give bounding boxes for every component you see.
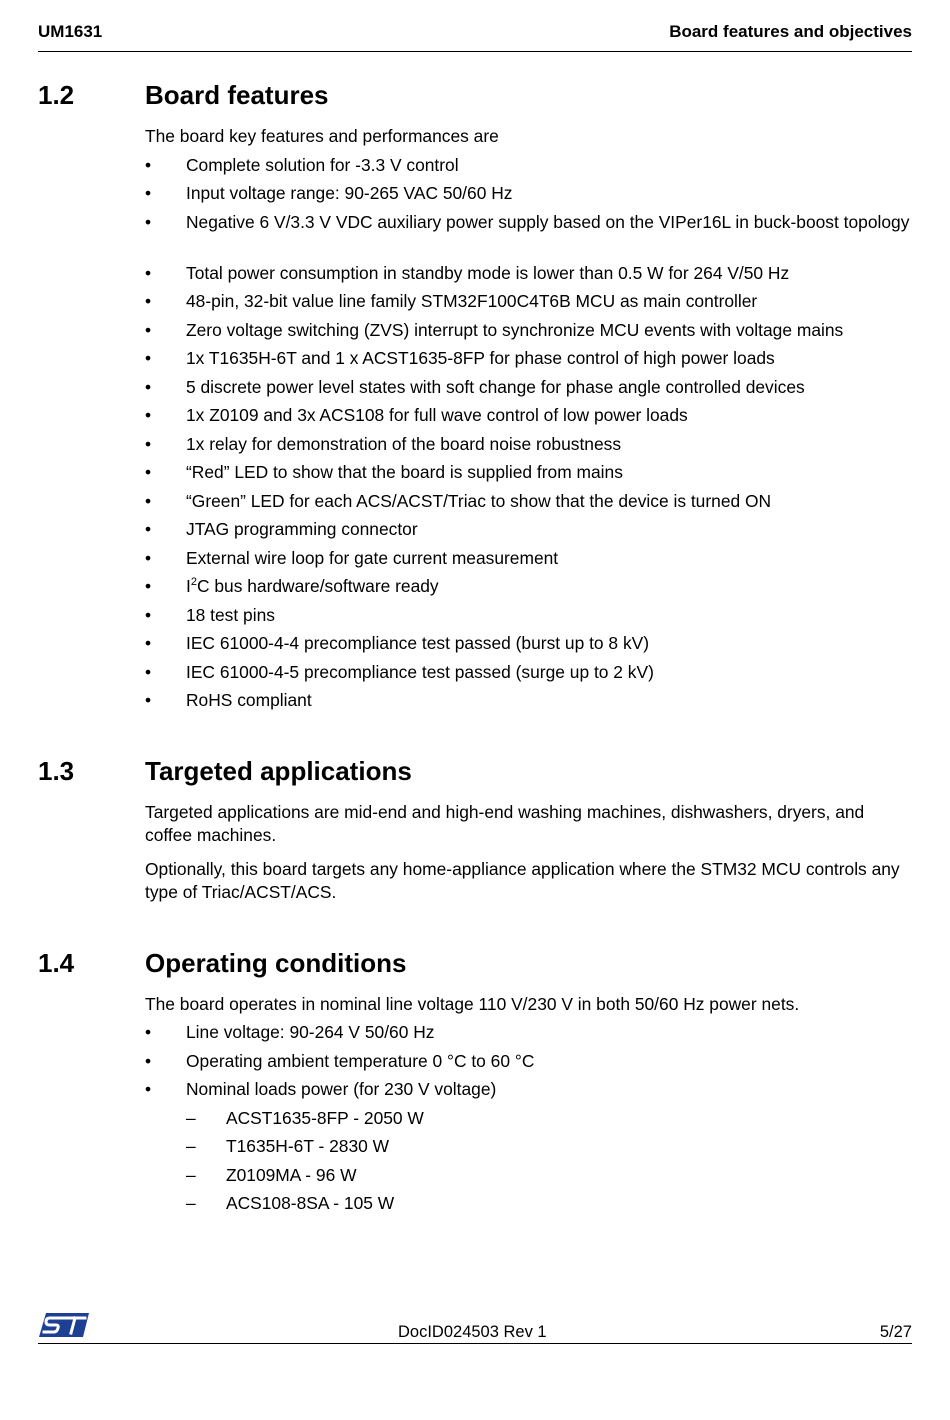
dash-glyph: – [186,1136,196,1156]
section-1-3-para-2: Optionally, this board targets any home-appliance application where the STM32 MCU controls any type of Triac/ACST/ACS. [145,859,900,902]
list-item [145,404,915,427]
section-title: Targeted applications [145,756,412,786]
list-item [145,689,915,712]
list-item [145,1078,915,1101]
list-item [145,632,915,655]
section-title: Operating conditions [145,948,407,978]
i2c-superscript: 2 [190,576,197,589]
list-item [145,547,915,570]
section-number: 1.3 [38,756,75,786]
list-item-text: Total power consumption in standby mode is lower than 0.5 W for 264 V/50 Hz [186,263,790,283]
list-item [145,1050,915,1073]
bullet-glyph: • [145,377,152,397]
list-item-text: Operating ambient temperature 0 °C to 60 °C [186,1051,535,1071]
sub-list-item [186,1164,906,1187]
bullet-glyph: • [145,1051,152,1071]
list-item-text: Complete solution for -3.3 V control [186,155,459,175]
bullet-glyph: • [145,183,152,203]
list-item [145,376,915,399]
bullet-glyph: • [145,434,152,454]
list-item-text: External wire loop for gate current measurement [186,548,559,568]
dash-glyph: – [186,1193,196,1213]
bullet-glyph: • [145,690,152,710]
list-item [145,604,915,627]
bullet-glyph: • [145,548,152,568]
list-item-text: Input voltage range: 90-265 VAC 50/60 Hz [186,183,513,203]
list-item-text: 1x T1635H-6T and 1 x ACST1635-8FP for phase control of high power loads [186,348,775,368]
list-item [145,433,915,456]
page-header [38,22,912,44]
list-item [145,182,915,205]
sub-list-item [186,1135,906,1158]
bullet-glyph: • [145,662,152,682]
bullet-glyph: • [145,633,152,653]
list-item [145,290,915,313]
header-section-name: Board features and objectives [669,22,912,41]
list-item-text: “Red” LED to show that the board is supplied from mains [186,462,623,482]
list-item [145,262,915,285]
list-item [145,154,915,177]
section-1-2-intro: The board key features and performances are [145,126,499,146]
bullet-glyph: • [145,1022,152,1042]
i2c-letter: I [186,576,191,596]
section-number: 1.4 [38,948,75,978]
doc-code: UM1631 [38,22,103,41]
list-item-text: 18 test pins [186,605,275,625]
bullet-glyph: • [145,291,152,311]
bullet-glyph: • [145,212,152,232]
list-item [145,490,915,513]
list-item-text: 1x relay for demonstration of the board noise robustness [186,434,622,454]
section-number: 1.2 [38,80,75,110]
list-item-text: IEC 61000-4-5 precompliance test passed (surge up to 2 kV) [186,662,654,682]
list-item-text: Zero voltage switching (ZVS) interrupt to synchronize MCU events with voltage mains [186,320,844,340]
sub-list-item-text: Z0109MA - 96 W [226,1165,357,1185]
sub-list-item-text: ACS108-8SA - 105 W [226,1193,395,1213]
bullet-glyph: • [145,576,152,596]
sub-list-item-text: ACST1635-8FP - 2050 W [226,1108,424,1128]
bullet-glyph: • [145,320,152,340]
list-item-text: RoHS compliant [186,690,312,710]
list-item [145,319,915,342]
list-item-text: Negative 6 V/3.3 V VDC auxiliary power supply based on the VIPer16L in buck-boost topology [186,212,910,232]
list-item-text: JTAG programming connector [186,519,418,539]
sub-list-item [186,1107,906,1130]
list-item [145,1021,915,1044]
list-item-text: 5 discrete power level states with soft change for phase angle controlled devices [186,377,805,397]
list-item-text: 48-pin, 32-bit value line family STM32F100C4T6B MCU as main controller [186,291,758,311]
list-item-text: 1x Z0109 and 3x ACS108 for full wave control of low power loads [186,405,688,425]
bullet-glyph: • [145,491,152,511]
list-item [145,518,915,541]
bullet-glyph: • [145,405,152,425]
bullet-glyph: • [145,462,152,482]
i2c-text: C bus hardware/software ready [196,576,439,596]
section-1-4-intro: The board operates in nominal line voltage 110 V/230 V in both 50/60 Hz power nets. [145,994,800,1014]
list-item [145,347,915,370]
header-rule [38,51,912,52]
bullet-glyph: • [145,605,152,625]
sub-list-item [186,1192,906,1215]
bullet-glyph: • [145,1079,152,1099]
list-item-text: IEC 61000-4-4 precompliance test passed (burst up to 8 kV) [186,633,650,653]
list-item-text: Nominal loads power (for 230 V voltage) [186,1079,497,1099]
section-title: Board features [145,80,329,110]
dash-glyph: – [186,1165,196,1185]
list-item-text: Line voltage: 90-264 V 50/60 Hz [186,1022,435,1042]
list-item-text: “Green” LED for each ACS/ACST/Triac to show that the device is turned ON [186,491,772,511]
bullet-glyph: • [145,348,152,368]
st-logo-icon [38,1311,90,1339]
list-item [145,211,915,234]
footer-page-number: 5/27 [879,1323,912,1341]
section-1-3-para-1: Targeted applications are mid-end and high-end washing machines, dishwashers, dryers, and coffee machines. [145,802,865,845]
footer-doc-id: DocID024503 Rev 1 [398,1323,547,1341]
dash-glyph: – [186,1108,196,1128]
sub-list-item-text: T1635H-6T - 2830 W [226,1136,390,1156]
list-item [145,461,915,484]
bullet-glyph: • [145,155,152,175]
list-item-i2c [145,575,915,598]
list-item [145,661,915,684]
bullet-glyph: • [145,519,152,539]
footer-rule [38,1343,912,1344]
bullet-glyph: • [145,263,152,283]
